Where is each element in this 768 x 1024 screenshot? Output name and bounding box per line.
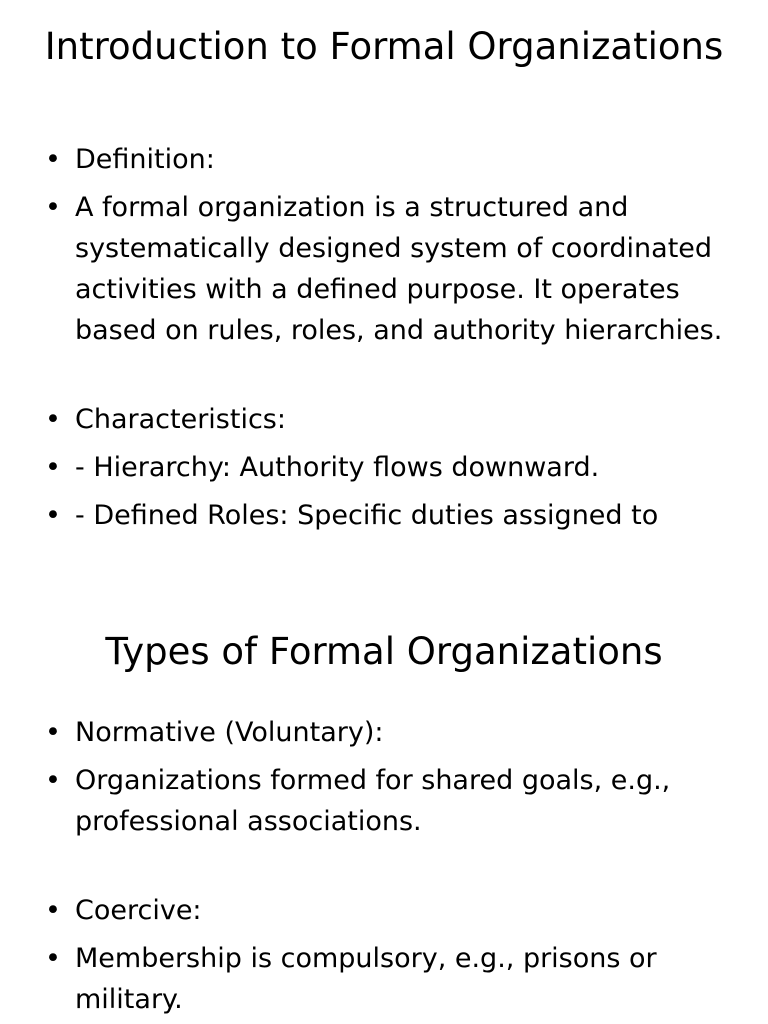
bullet-icon: • (45, 765, 61, 796)
bullet-icon: • (45, 404, 61, 435)
bullet-item (0, 938, 768, 1020)
bullet-icon: • (45, 452, 61, 483)
bullet-item (0, 760, 768, 842)
bullet-icon: • (45, 192, 61, 223)
bullet-icon: • (45, 943, 61, 974)
bullet-item (0, 890, 768, 931)
bullet-text: - Defined Roles: Specific duties assigned to (75, 500, 659, 531)
bullet-icon: • (45, 717, 61, 748)
bullet-item (0, 139, 768, 180)
bullet-text: Characteristics: (75, 404, 286, 435)
bullet-text: Membership is compulsory, e.g., prisons or military. (75, 943, 657, 1015)
bullet-item (0, 495, 768, 536)
bullet-text: Normative (Voluntary): (75, 717, 384, 748)
bullet-icon: • (45, 144, 61, 175)
bullet-text: A formal organization is a structured and systematically designed system of coordinated activities with a defined purpose. It operates based on rules, roles, and authority hierarchies. (75, 192, 723, 346)
bullet-icon: • (45, 895, 61, 926)
slide-title: Types of Formal Organizations (105, 630, 663, 673)
bullet-icon: • (45, 500, 61, 531)
bullet-list (0, 712, 768, 1024)
bullet-list (0, 139, 768, 543)
bullet-item (0, 447, 768, 488)
bullet-item (0, 399, 768, 440)
slide-title: Introduction to Formal Organizations (44, 25, 724, 68)
bullet-text: Definition: (75, 144, 215, 175)
bullet-text: Organizations formed for shared goals, e.g., professional associations. (75, 765, 671, 837)
bullet-item (0, 712, 768, 753)
bullet-text: Coercive: (75, 895, 202, 926)
slide-types (0, 576, 768, 1024)
bullet-text: - Hierarchy: Authority flows downward. (75, 452, 600, 483)
bullet-item (0, 187, 768, 351)
